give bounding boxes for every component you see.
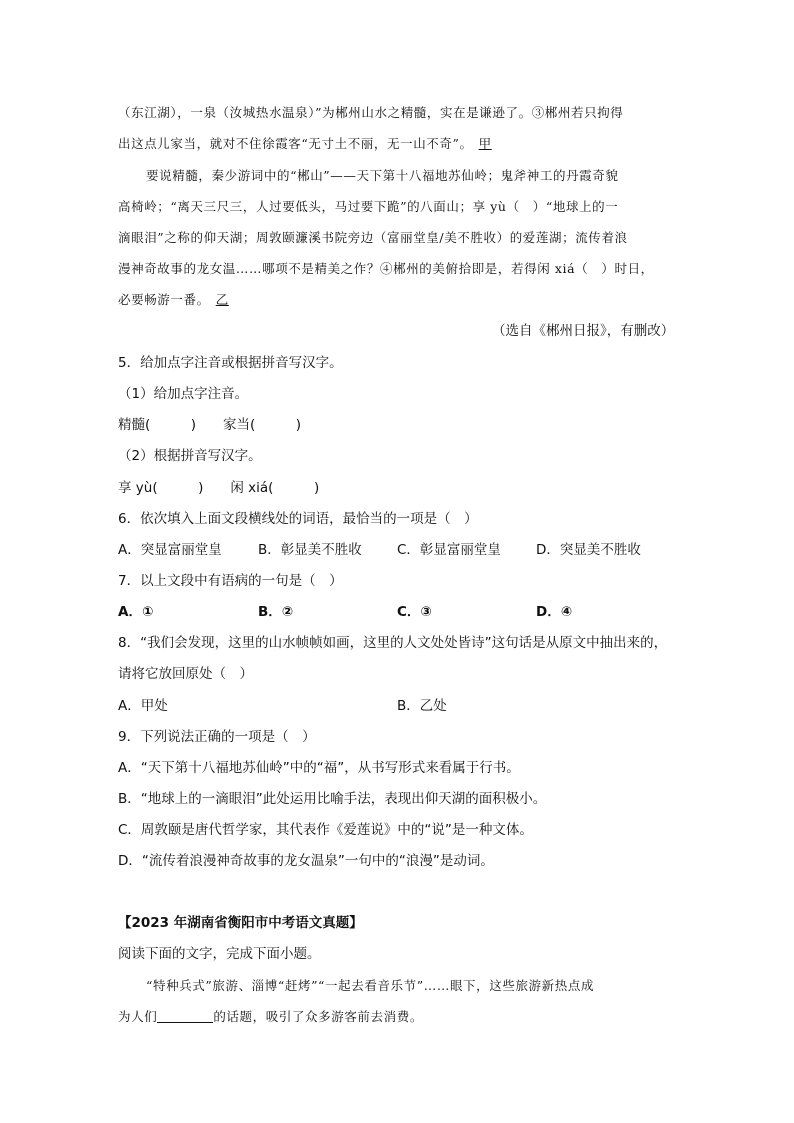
question-8-stem-cont: 请将它放回原处（ ） [118,666,253,682]
option-c: C．周敦颐是唐代哲学家，其代表作《爱莲说》中的“说”是一种文体。 [118,822,533,838]
source-citation: （选自《郴州日报》，有删改） [492,323,675,339]
question-5-sub2: （2）根据拼音写汉字。 [118,448,262,464]
option-b: B．乙处 [397,698,447,714]
option-a: A．甲处 [118,698,168,714]
passage-line: 滴眼泪”之称的仰天湖；周敦颐濂溪书院旁边（富丽堂皇/美不胜收）的爱莲湖；流传着浪 [118,230,628,245]
passage-line: （东江湖），一泉（汝城热水温泉）”为郴州山水之精髓，实在是谦逊了。③郴州若只拘得 [118,105,624,120]
option-d: D．突显美不胜收 [536,542,641,558]
question-5-stem: 5．给加点字注音或根据拼音写汉字。 [118,355,343,371]
blank-mark-yi: 乙 [215,292,229,307]
question-6-stem: 6．依次填入上面文段横线处的词语，最恰当的一项是（ ） [118,511,478,527]
option-c: C．③ [397,604,432,620]
passage-line: “特种兵式”旅游、淄博“赶烤”“一起去看音乐节”……眼下，这些旅游新热点成 [146,978,595,993]
passage-line: 漫神奇故事的龙女温……哪项不是精美之作？④郴州的美俯拾即是，若得闲 xiá（ ）时日， [118,261,654,276]
option-b: B．② [258,604,294,620]
passage-line: 必要畅游一番。 乙 [118,291,235,309]
option-c: C．彰显富丽堂皇 [397,542,501,558]
option-a: A．突显富丽堂皇 [118,542,222,558]
question-8-stem: 8．“我们会发现，这里的山水帧帧如画，这里的人文处处皆诗”这句话是从原文中抽出来的， [118,635,668,651]
option-a: A．① [118,604,154,620]
section-instruction: 阅读下面的文字，完成下面小题。 [118,946,321,962]
option-d: D．“流传着浪漫神奇故事的龙女温泉”一句中的“浪漫”是动词。 [118,853,494,869]
question-9-stem: 9．下列说法正确的一项是（ ） [118,729,316,745]
section-heading: 【2023 年湖南省衡阳市中考语文真题】 [118,915,363,931]
passage-line: 高椅岭；“离天三尺三，人过要低头，马过要下跪”的八面山；享 yù（ ）“地球上的一 [118,199,619,214]
blank-mark-jia: 甲 [478,136,492,151]
question-5-sub1-items: 精髓( ) 家当( ) [118,417,302,433]
option-d: D．④ [536,604,573,620]
question-5-sub1: （1）给加点字注音。 [118,386,249,402]
option-b: B．“地球上的一滴眼泪”此处运用比喻手法，表现出仰天湖的面积极小。 [118,791,547,807]
passage-line: 出这点儿家当，就对不住徐霞客“无寸土不丽，无一山不奇”。 甲 [118,135,498,153]
passage-line: 要说精髓，秦少游词中的“郴山”——天下第十八福地苏仙岭；鬼斧神工的丹霞奇貌 [146,168,619,183]
fill-in-blank[interactable] [157,1010,213,1023]
option-b: B．彰显美不胜收 [258,542,362,558]
question-7-stem: 7．以上文段中有语病的一句是（ ） [118,573,343,589]
passage-line: 为人们 的话题，吸引了众多游客前去消费。 [118,1009,423,1024]
question-5-sub2-items: 享 yù( ) 闲 xiá( ) [118,480,320,496]
option-a: A．“天下第十八福地苏仙岭”中的“福”，从书写形式来看属于行书。 [118,760,520,776]
